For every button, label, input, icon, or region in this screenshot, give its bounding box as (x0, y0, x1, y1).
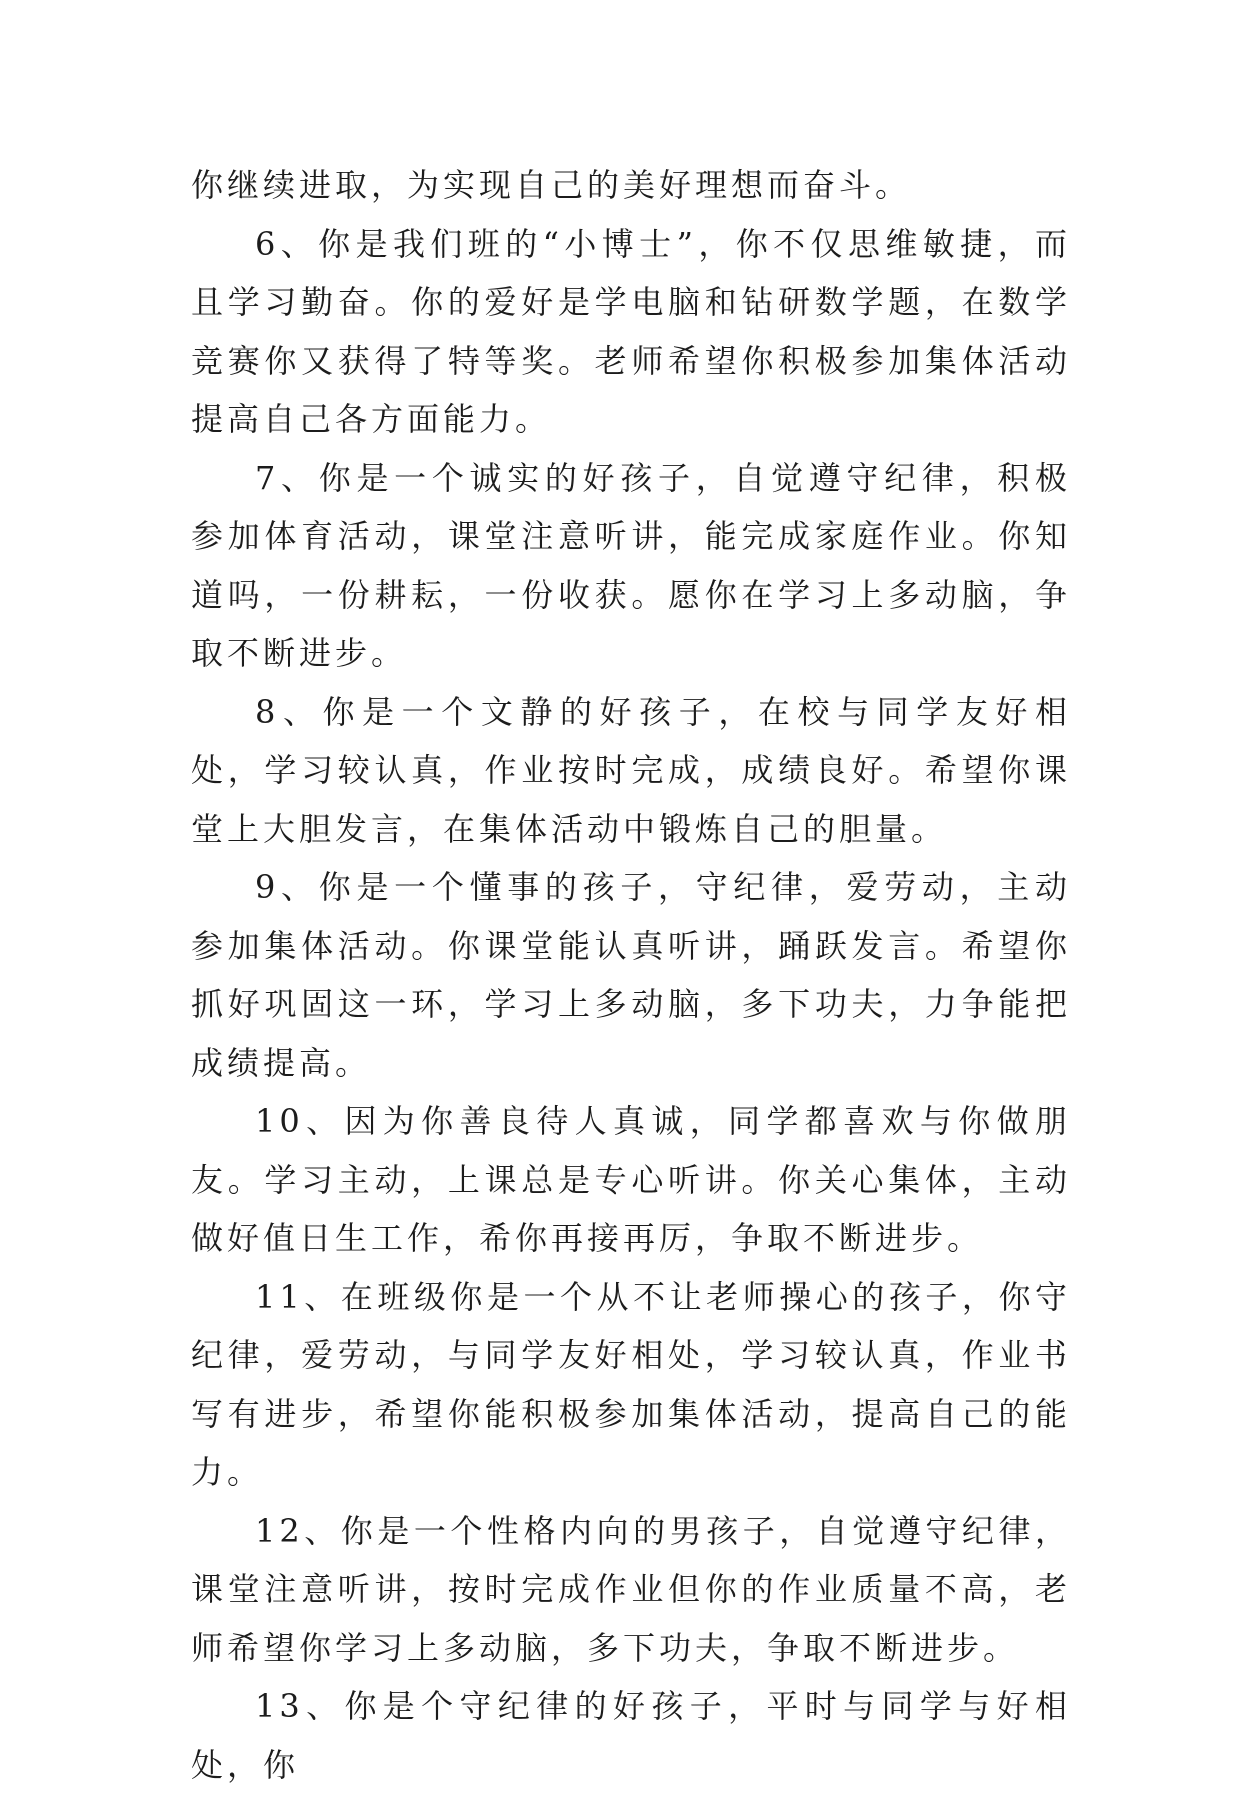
document-body (191, 156, 1071, 1794)
paragraph-comment-9: 9、你是一个懂事的孩子，守纪律，爱劳动，主动参加集体活动。你课堂能认真听讲，踊跃发言。希望你抓好巩固这一环，学习上多动脑，多下功夫，力争能把成绩提高。 (191, 868, 1071, 1082)
paragraph-comment-8: 8、你是一个文静的好孩子，在校与同学友好相处，学习较认真，作业按时完成，成绩良好。希望你课堂上大胆发言，在集体活动中锻炼自己的胆量。 (191, 692, 1071, 848)
paragraph-comment-11: 11、在班级你是一个从不让老师操心的孩子，你守纪律，爱劳动，与同学友好相处，学习较认真，作业书写有进步，希望你能积极参加集体活动，提高自己的能力。 (191, 1277, 1071, 1491)
paragraph-comment-6: 6、你是我们班的“小博士”，你不仅思维敏捷，而且学习勤奋。你的爱好是学电脑和钻研数学题，在数学竞赛你又获得了特等奖。老师希望你积极参加集体活动提高自己各方面能力。 (191, 224, 1071, 438)
paragraph-continuation: 你继续进取，为实现自己的美好理想而奋斗。 (191, 166, 912, 204)
paragraph-comment-13: 13、你是个守纪律的好孩子，平时与同学与好相处，你 (191, 1687, 1071, 1784)
paragraph-comment-10: 10、因为你善良待人真诚，同学都喜欢与你做朋友。学习主动，上课总是专心听讲。你关心集体，主动做好值日生工作，希你再接再厉，争取不断进步。 (191, 1102, 1071, 1257)
paragraph-comment-7: 7、你是一个诚实的好孩子，自觉遵守纪律，积极参加体育活动，课堂注意听讲，能完成家庭作业。你知道吗，一份耕耘，一份收获。愿你在学习上多动脑，争取不断进步。 (191, 458, 1071, 672)
paragraph-comment-12: 12、你是一个性格内向的男孩子，自觉遵守纪律，课堂注意听讲，按时完成作业但你的作业质量不高，老师希望你学习上多动脑，多下功夫，争取不断进步。 (191, 1511, 1071, 1667)
